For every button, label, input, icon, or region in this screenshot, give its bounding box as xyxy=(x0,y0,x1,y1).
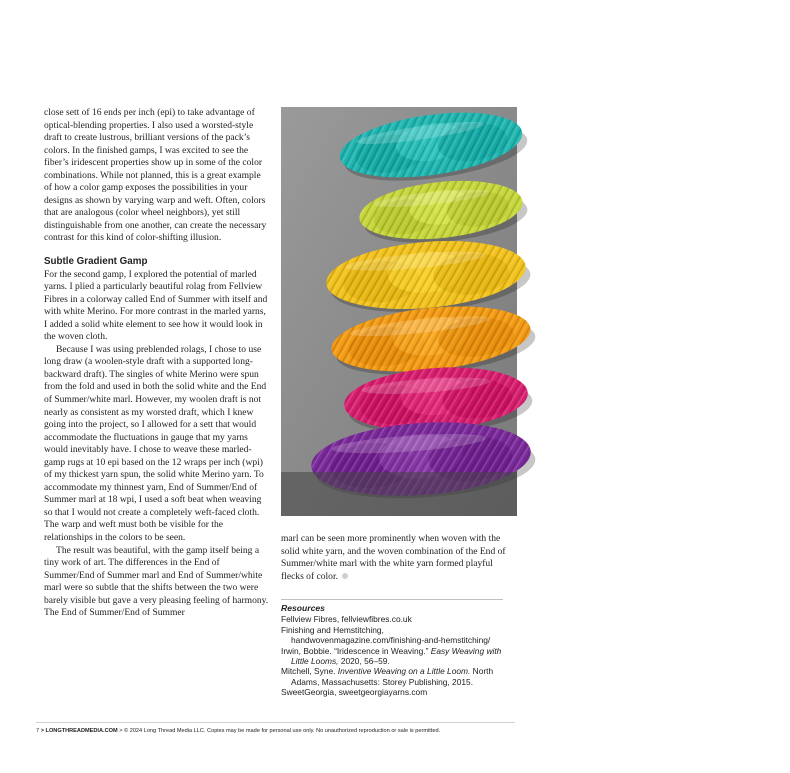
caption-tail: Glacier, Melon, Lemon Curd, Dutch, Orchid, and Juicebox. xyxy=(568,493,773,509)
body-paragraph: close sett of 16 ends per inch (epi) to take advantage of optical-blending properties. I also used a worsted-style draft to create lustrous, brilliant versions of the pack’s colors. In the finished gamps, I was excited to see the fiber’s iridescent properties show up in some of the color combinations. While not planned, this is a great example of how a color gamp exposes the possibilities in your designs as shown by varying warp and weft. Often, colors that are analogous (color wheel neighbors), yet still distinguishable from one another, can create the necessary contrast for this kind of color-shifting illusion. xyxy=(44,107,267,244)
ref-detail: North Adams, Massachusetts: Storey Publishing, 2015. xyxy=(291,666,494,687)
footer-divider xyxy=(36,722,515,723)
skeins-illustration xyxy=(281,107,517,516)
body-text: marl can be seen more prominently when woven with the solid white yarn, and the woven combination of the End of Summer/white marl with the white yarn formed playful flecks of color. xyxy=(281,533,506,582)
body-paragraph: The result was beautiful, with the gamp itself being a tiny work of art. The differences in the End of Summer/End of Summer marl and End of Summer/white marl were so subtle that the shifts between the two were barely visible but gave a very pleasing feeling of harmony. The End of Summer/End of Summer xyxy=(44,544,269,619)
footer-arrow-icon: > xyxy=(40,728,44,734)
body-paragraph: Because I was using preblended rolags, I chose to use long draw (a woolen-style draft with a supported long-backward draft). The singles of white Merino were spun from the fold and used in both the solid white and the End of Summer/white marl. However, my woolen draft is not nearly as consistent as my worsted draft, which I knew going into the project, so I allowed for a sett that would accommodate the fluctuations in gauge that my yarns would inevitably have. I chose to weave these marled-gamp rugs at 10 epi based on the 12 wraps per inch (wpi) of my thickest yarn spun, the solid white Merino yarn. To accommodate my thinnest yarn, End of Summer/End of Summer marl at 18 wpi, I used a soft beat when weaving so that I would not create a completely weft-faced cloth. The warp and weft must both be visible for the relationships in the colors to be seen. xyxy=(44,343,267,543)
resources-divider xyxy=(281,599,503,600)
caption-lead: Rachel spun six yarns, three primary and three secondary colors, for her first gamp. xyxy=(568,484,783,501)
resource-item: Fellview Fibres, fellviewfibres.co.uk xyxy=(281,614,412,625)
footer-site-link[interactable]: LONGTHREADMEDIA.COM xyxy=(45,728,118,734)
ref-detail: 2020, 56–59. xyxy=(340,656,390,667)
right-column xyxy=(281,533,517,583)
ref-author: Irwin, Bobbie. “Iridescence in Weaving.” xyxy=(281,645,429,656)
page-number: 7 xyxy=(36,728,40,734)
body-paragraph: For the second gamp, I explored the potential of marled yarns. I plied a particularly beautiful rolag from Fellview Fibres in a colorway called End of Summer with itself and with white Merino. For more contrast in the marled yarns, I added a solid white element to see how it would look in the woven cloth. xyxy=(44,268,268,343)
end-mark-icon xyxy=(342,573,348,579)
photo-caption xyxy=(568,485,790,510)
left-column xyxy=(44,107,269,620)
page-footer xyxy=(36,728,516,734)
resource-item: Finishing and Hemstitching, handwovenmagazine.com/finishing-and-hemstitching/ xyxy=(281,624,491,646)
resources-box xyxy=(281,603,517,698)
copyright-notice: © 2024 Long Thread Media LLC. Copies may be made for personal use only. No unauthorized reproduction or sale is permitted. xyxy=(124,728,441,734)
caption-shade xyxy=(281,472,517,516)
yarn-skeins-photo xyxy=(281,107,783,516)
resource-item xyxy=(281,646,517,667)
ref-publication: Easy Weaving with Little Looms, xyxy=(291,645,502,667)
resource-item: SweetGeorgia, sweetgeorgiayarns.com xyxy=(281,687,428,698)
section-heading: Subtle Gradient Gamp xyxy=(44,256,148,268)
ref-publication: Inventive Weaving on a Little Loom. xyxy=(337,666,471,677)
body-paragraph xyxy=(281,533,517,583)
resources-title: Resources xyxy=(281,603,325,613)
resource-item xyxy=(281,666,517,687)
footer-separator-icon: > xyxy=(119,728,123,734)
ref-author: Mitchell, Syne. xyxy=(281,666,336,677)
caption-italic: Top to bottom: xyxy=(628,493,678,501)
